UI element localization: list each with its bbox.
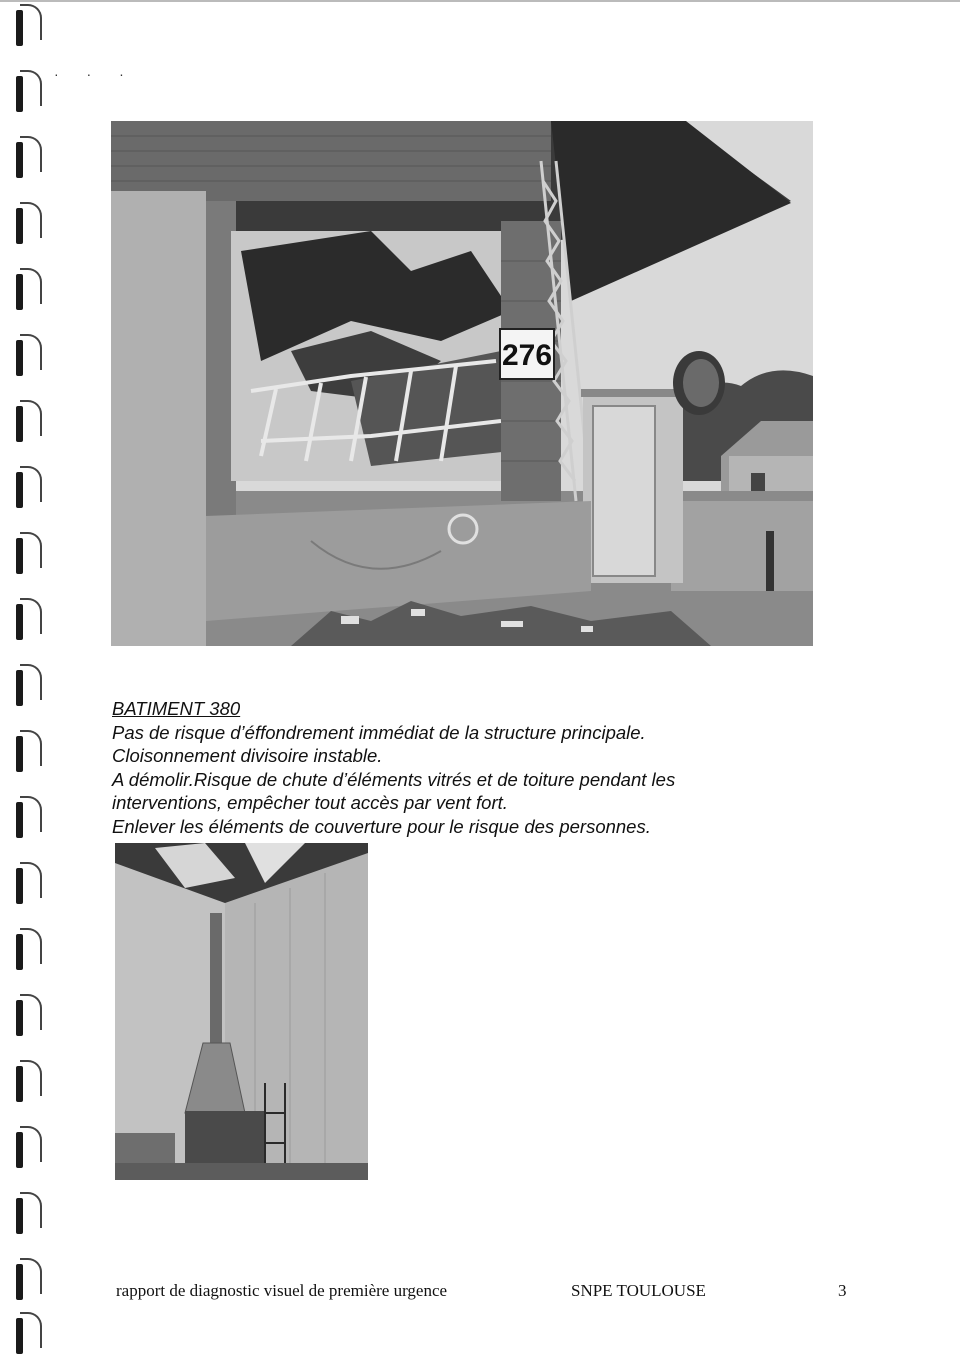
footer-organization: SNPE TOULOUSE [571, 1281, 706, 1300]
binding-ring [16, 1198, 42, 1236]
binding-ring [16, 736, 42, 774]
binding-ring [16, 340, 42, 378]
binding-ring [16, 1318, 42, 1356]
binding-ring [16, 472, 42, 510]
binding-ring [16, 538, 42, 576]
binding-ring [16, 1132, 42, 1170]
caption-line: Cloisonnement divisoire instable. [112, 745, 383, 767]
binding-ring [16, 1066, 42, 1104]
binding-ring [16, 274, 42, 312]
photo-building-exterior [111, 121, 813, 646]
scan-specks: · · · [54, 66, 136, 82]
caption-line: A démolir.Risque de chute d’éléments vitrés et de toiture pendant les [112, 768, 676, 790]
binding-ring [16, 208, 42, 246]
caption-line: Enlever les éléments de couverture pour le risque des personnes. [112, 815, 651, 837]
binding-ring [16, 10, 42, 48]
binding-ring [16, 1000, 42, 1038]
photo-building-interior [115, 843, 368, 1180]
page-number: 3 [838, 1281, 847, 1300]
caption-heading: BATIMENT 380 [112, 698, 241, 719]
caption-line: Pas de risque d’éffondrement immédiat de la structure principale. [112, 721, 646, 743]
building-number-sign: 276 [501, 339, 553, 372]
binding-ring [16, 934, 42, 972]
page-top-edge [0, 0, 960, 2]
binding-ring [16, 406, 42, 444]
binding-ring [16, 76, 42, 114]
caption-block [112, 697, 852, 839]
binding-ring [16, 802, 42, 840]
binding-ring [16, 670, 42, 708]
binding-ring [16, 604, 42, 642]
caption-line: interventions, empêcher tout accès par vent fort. [112, 792, 508, 814]
footer-report-title: rapport de diagnostic visuel de première urgence [116, 1281, 448, 1300]
binding-ring [16, 142, 42, 180]
binding-ring [16, 868, 42, 906]
binding-ring [16, 1264, 42, 1302]
spiral-binding [8, 0, 48, 1355]
